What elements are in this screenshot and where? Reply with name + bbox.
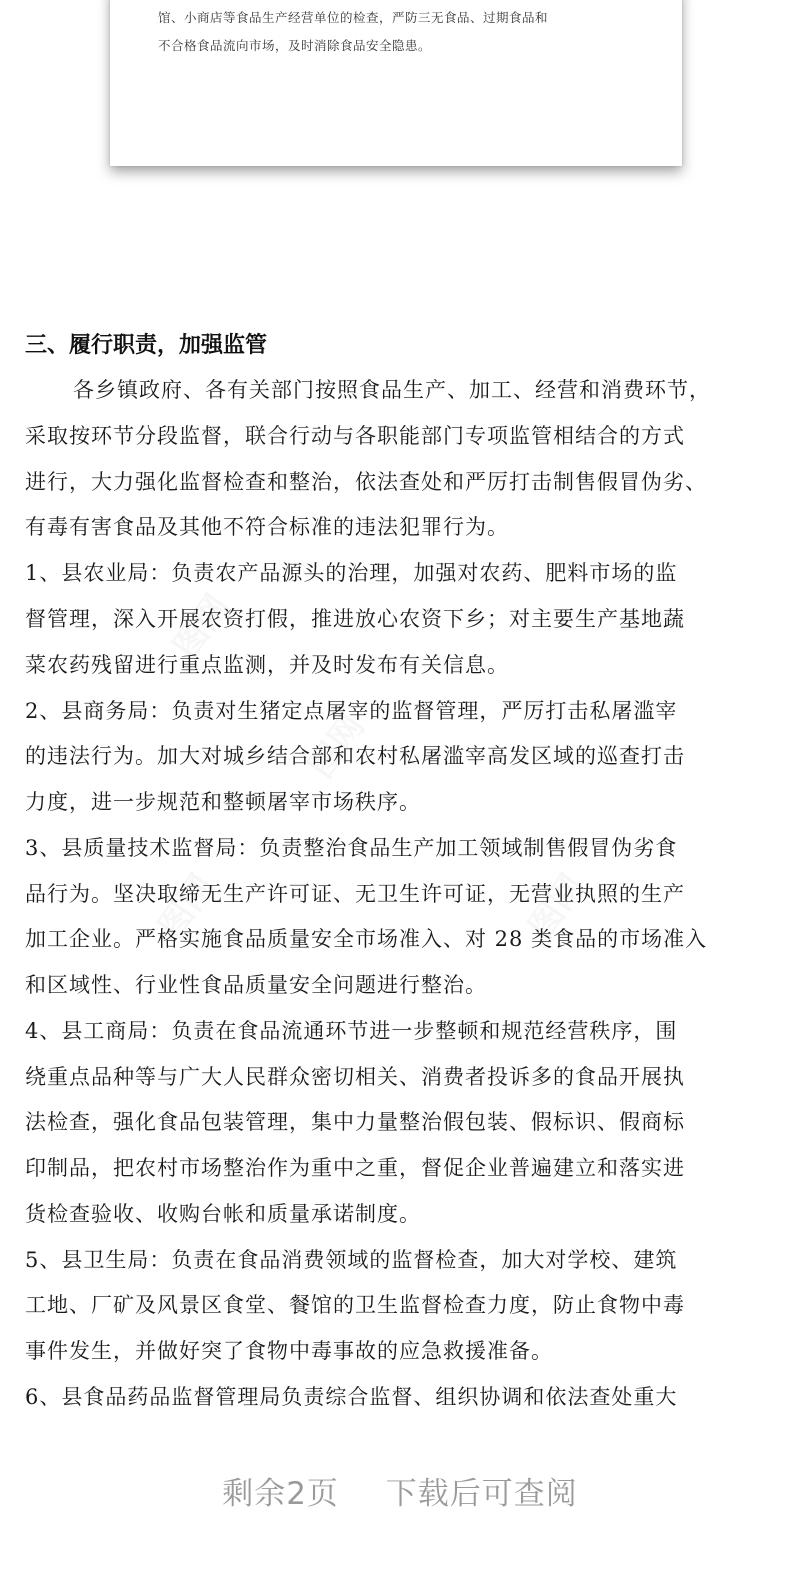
paragraph-line: 6、县食品药品监督管理局负责综合监督、组织协调和依法查处重大 — [25, 1385, 678, 1409]
paragraph-line: 工地、厂矿及风景区食堂、餐馆的卫生监督检查力度，防止食物中毒 — [25, 1293, 685, 1317]
paragraph-line: 2、县商务局：负责对生猪定点屠宰的监督管理，严厉打击私屠滥宰 — [25, 699, 678, 723]
paragraph-line: 菜农药残留进行重点监测，并及时发布有关信息。 — [25, 653, 509, 677]
paragraph-line: 的违法行为。加大对城乡结合部和农村私屠滥宰高发区域的巡查打击 — [25, 744, 685, 768]
remaining-pages-label: 剩余2页 — [222, 1476, 339, 1512]
paragraph-line: 进行，大力强化监督检查和整治，依法查处和严厉打击制售假冒伪劣、 — [25, 470, 707, 494]
paragraph-line: 力度，进一步规范和整顿屠宰市场秩序。 — [25, 790, 421, 814]
download-banner[interactable] — [0, 1468, 800, 1513]
paragraph-line: 和区域性、行业性食品质量安全问题进行整治。 — [25, 973, 487, 997]
previous-page-line: 馆、小商店等食品生产经营单位的检查，严防三无食品、过期食品和 — [158, 10, 549, 25]
paragraph-line: 事件发生，并做好突了食物中毒事故的应急救援准备。 — [25, 1339, 553, 1363]
paragraph-line: 5、县卫生局：负责在食品消费领域的监督检查，加大对学校、建筑 — [25, 1248, 678, 1272]
paragraph-line: 有毒有害食品及其他不符合标准的违法犯罪行为。 — [25, 515, 509, 539]
section-heading: 三、履行职责，加强监管 — [25, 333, 268, 358]
download-to-view-link[interactable]: 下载后可查阅 — [385, 1476, 578, 1512]
paragraph-line: 采取按环节分段监督，联合行动与各职能部门专项监管相结合的方式 — [25, 424, 685, 448]
paragraph-line: 绕重点品种等与广大人民群众密切相关、消费者投诉多的食品开展执 — [25, 1065, 685, 1089]
paragraph-line: 加工企业。严格实施食品质量安全市场准入、对 28 类食品的市场准入 — [25, 927, 708, 951]
paragraph-line: 印制品，把农村市场整治作为重中之重，督促企业普遍建立和落实进 — [25, 1156, 685, 1180]
paragraph-line: 法检查，强化食品包装管理，集中力量整治假包装、假标识、假商标 — [25, 1110, 685, 1134]
paragraph-line: 督管理，深入开展农资打假，推进放心农资下乡；对主要生产基地蔬 — [25, 607, 685, 631]
paragraph-line: 货检查验收、收购台帐和质量承诺制度。 — [25, 1202, 421, 1226]
paragraph-line: 1、县农业局：负责农产品源头的治理，加强对农药、肥料市场的监 — [25, 561, 678, 585]
previous-page-line: 不合格食品流向市场，及时消除食品安全隐患。 — [158, 38, 432, 53]
paragraph-line: 品行为。坚决取缔无生产许可证、无卫生许可证，无营业执照的生产 — [25, 882, 685, 906]
paragraph-line: 各乡镇政府、各有关部门按照食品生产、加工、经营和消费环节， — [73, 378, 711, 402]
paragraph-line: 4、县工商局：负责在食品流通环节进一步整顿和规范经营秩序，围 — [25, 1019, 678, 1043]
paragraph-line: 3、县质量技术监督局：负责整治食品生产加工领域制售假冒伪劣食 — [25, 836, 678, 860]
previous-page-card — [110, 0, 682, 166]
